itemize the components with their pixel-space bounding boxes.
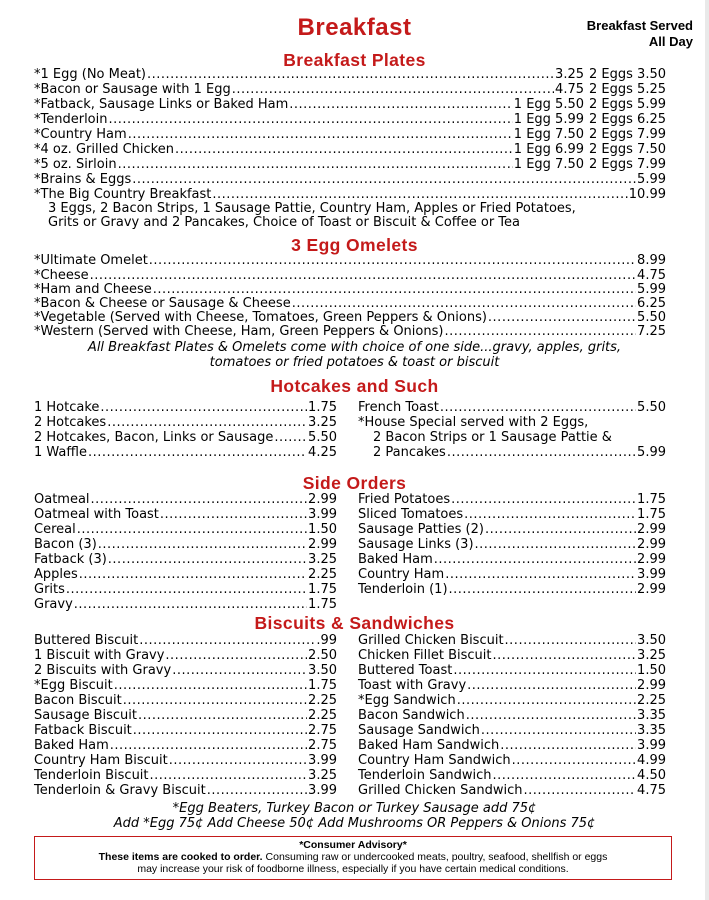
- menu-item: [358, 552, 666, 567]
- advisory-bold: These items are cooked to order.: [98, 851, 263, 863]
- menu-item: [34, 187, 666, 202]
- menu-item: [34, 783, 337, 798]
- item-price: 3.50: [308, 663, 337, 678]
- item-name: Tenderloin & Gravy Biscuit: [34, 783, 206, 798]
- item-price-2-eggs: 2 Eggs 7.50: [589, 142, 666, 157]
- item-name: French Toast: [358, 400, 439, 415]
- item-name: *Vegetable (Served with Cheese, Tomatoes, Green Peppers & Onions): [34, 310, 487, 325]
- advisory-line-2: may increase your risk of foodborne illness, especially if you have certain medical conditions.: [137, 863, 569, 875]
- menu-item: [34, 415, 337, 430]
- menu-item: [358, 738, 666, 753]
- menu-item: [34, 97, 666, 112]
- item-price: 3.99: [308, 507, 337, 522]
- item-name: *Brains & Eggs: [34, 172, 132, 187]
- item-price: 5.50: [308, 430, 337, 445]
- menu-item: [358, 648, 666, 663]
- item-price: 2.75: [308, 723, 337, 738]
- item-name: *The Big Country Breakfast: [34, 187, 212, 202]
- item-price: 1 Egg 5.99: [513, 112, 584, 127]
- menu-item: [34, 492, 337, 507]
- served-line-1: Breakfast Served: [586, 18, 693, 33]
- menu-item: [34, 597, 337, 612]
- house-special-line: 2 Bacon Strips or 1 Sausage Pattie &: [373, 430, 612, 445]
- item-price: 2.99: [637, 537, 666, 552]
- item-name: Tenderloin Biscuit: [34, 768, 149, 783]
- item-name: 2 Pancakes: [373, 445, 446, 460]
- menu-item: [34, 723, 337, 738]
- item-name: Oatmeal with Toast: [34, 507, 159, 522]
- item-price: 1 Egg 5.50: [513, 97, 584, 112]
- item-price: 1.50: [637, 663, 666, 678]
- item-price: 1.75: [637, 507, 666, 522]
- menu-item: [34, 678, 337, 693]
- item-price: 4.75: [637, 268, 666, 283]
- item-price: .99: [316, 633, 337, 648]
- item-description: Grits or Gravy and 2 Pancakes, Choice of Toast or Biscuit & Coffee or Tea: [48, 215, 520, 230]
- item-price: 2.75: [308, 738, 337, 753]
- menu-title: Breakfast: [297, 14, 412, 41]
- item-price: 2.99: [308, 537, 337, 552]
- item-price: 2.25: [308, 693, 337, 708]
- item-name: Sausage Sandwich: [358, 723, 480, 738]
- page-edge-shadow: [705, 0, 709, 900]
- item-name: Sausage Links (3): [358, 537, 474, 552]
- item-price: 1.75: [308, 678, 337, 693]
- menu-item: [358, 693, 666, 708]
- item-name: Tenderloin Sandwich: [358, 768, 492, 783]
- item-price: 5.99: [637, 172, 666, 187]
- menu-item: [34, 112, 666, 127]
- item-name: *Egg Sandwich: [358, 693, 456, 708]
- menu-item: [34, 157, 666, 172]
- menu-item: [34, 768, 337, 783]
- menu-item: [34, 67, 666, 82]
- item-name: Grits: [34, 582, 65, 597]
- menu-item: [373, 445, 666, 460]
- menu-item: [34, 522, 337, 537]
- item-name: Fatback Biscuit: [34, 723, 132, 738]
- item-price-2-eggs: 2 Eggs 3.50: [589, 67, 666, 82]
- item-name: 1 Hotcake: [34, 400, 100, 415]
- item-price: 3.25: [308, 768, 337, 783]
- menu-item: [34, 445, 337, 460]
- item-name: *5 oz. Sirloin: [34, 157, 117, 172]
- menu-item: [358, 783, 666, 798]
- item-price-2-eggs: 2 Eggs 6.25: [589, 112, 666, 127]
- item-name: Fried Potatoes: [358, 492, 451, 507]
- item-price: 2.99: [308, 492, 337, 507]
- item-name: Toast with Gravy: [358, 678, 467, 693]
- item-name: Sliced Tomatoes: [358, 507, 464, 522]
- item-price: 3.99: [637, 738, 666, 753]
- menu-item: [34, 507, 337, 522]
- item-price: 4.50: [637, 768, 666, 783]
- menu-item: [358, 492, 666, 507]
- menu-item: [34, 142, 666, 157]
- item-price: 3.50: [637, 633, 666, 648]
- item-price: 4.75: [555, 82, 584, 97]
- menu-item: [34, 648, 337, 663]
- item-name: *Fatback, Sausage Links or Baked Ham: [34, 97, 289, 112]
- advisory-text-line-1: [35, 851, 671, 863]
- consumer-advisory-box: [34, 836, 672, 880]
- menu-item: [34, 753, 337, 768]
- item-price: 2.99: [637, 678, 666, 693]
- item-price: 2.99: [637, 522, 666, 537]
- menu-item: [358, 633, 666, 648]
- item-price: 3.25: [308, 552, 337, 567]
- sides-note: All Breakfast Plates & Omelets come with choice of one side...gravy, apples, grits,: [87, 340, 622, 355]
- menu-item: [34, 537, 337, 552]
- menu-item: [34, 253, 666, 268]
- menu-item: [358, 768, 666, 783]
- section-title-hotcakes: Hotcakes and Such: [270, 376, 439, 396]
- item-price: 3.35: [637, 723, 666, 738]
- item-name: Baked Ham: [34, 738, 109, 753]
- item-price: 3.99: [308, 783, 337, 798]
- item-name: *Tenderloin: [34, 112, 108, 127]
- item-price: 8.99: [637, 253, 666, 268]
- menu-item: [34, 82, 666, 97]
- item-name: *Bacon or Sausage with 1 Egg: [34, 82, 231, 97]
- item-name: Sausage Patties (2): [358, 522, 484, 537]
- item-price: 3.35: [637, 708, 666, 723]
- item-price: 1.75: [308, 582, 337, 597]
- menu-item: [34, 552, 337, 567]
- item-price-2-eggs: 2 Eggs 5.25: [589, 82, 666, 97]
- item-name: *Ham and Cheese: [34, 282, 152, 297]
- menu-item: [34, 693, 337, 708]
- item-name: Baked Ham Sandwich: [358, 738, 500, 753]
- item-name: *Western (Served with Cheese, Ham, Green Peppers & Onions): [34, 324, 444, 339]
- section-title-omelets: 3 Egg Omelets: [291, 235, 418, 255]
- item-name: Oatmeal: [34, 492, 90, 507]
- item-price: 2.99: [637, 552, 666, 567]
- item-price: 4.99: [637, 753, 666, 768]
- item-name: 2 Biscuits with Gravy: [34, 663, 172, 678]
- item-name: Country Ham: [358, 567, 445, 582]
- menu-item: [358, 678, 666, 693]
- item-price: 1 Egg 7.50: [513, 157, 584, 172]
- item-name: *Bacon & Cheese or Sausage & Cheese: [34, 296, 291, 311]
- item-price-2-eggs: 2 Eggs 7.99: [589, 127, 666, 142]
- menu-item: [358, 582, 666, 597]
- item-name: 1 Biscuit with Gravy: [34, 648, 165, 663]
- menu-item: [34, 582, 337, 597]
- item-price: 1.75: [308, 400, 337, 415]
- item-price: 2.99: [637, 582, 666, 597]
- item-name: Fatback (3): [34, 552, 107, 567]
- item-price: 2.25: [637, 693, 666, 708]
- menu-item: [358, 400, 666, 415]
- menu-item: [358, 522, 666, 537]
- item-description: 3 Eggs, 2 Bacon Strips, 1 Sausage Pattie, Country Ham, Apples or Fried Potatoes,: [48, 201, 576, 216]
- menu-item: [358, 507, 666, 522]
- item-price: 5.99: [637, 282, 666, 297]
- menu-item: [358, 723, 666, 738]
- item-price: 3.25: [308, 415, 337, 430]
- advisory-line-1: Consuming raw or undercooked meats, poultry, seafood, shellfish or eggs: [262, 851, 608, 863]
- item-name: Country Ham Sandwich: [358, 753, 511, 768]
- item-price-2-eggs: 2 Eggs 5.99: [589, 97, 666, 112]
- item-price: 2.25: [308, 708, 337, 723]
- item-name: Sausage Biscuit: [34, 708, 137, 723]
- item-price: 2.50: [308, 648, 337, 663]
- menu-item: [358, 567, 666, 582]
- item-price: 10.99: [628, 187, 666, 202]
- menu-item: [358, 537, 666, 552]
- section-title-biscuits-sandwiches: Biscuits & Sandwiches: [254, 613, 455, 633]
- item-price: 2.25: [308, 567, 337, 582]
- item-price: 1 Egg 6.99: [513, 142, 584, 157]
- menu-item: [34, 633, 337, 648]
- item-name: Bacon (3): [34, 537, 97, 552]
- item-name: Buttered Toast: [358, 663, 453, 678]
- sides-note: tomatoes or fried potatoes & toast or biscuit: [209, 355, 500, 370]
- item-name: *Country Ham: [34, 127, 127, 142]
- menu-item: [34, 738, 337, 753]
- add-ons-note: Add *Egg 75¢ Add Cheese 50¢ Add Mushrooms OR Peppers & Onions 75¢: [113, 816, 596, 831]
- item-price: 3.99: [308, 753, 337, 768]
- item-price-2-eggs: 2 Eggs 7.99: [589, 157, 666, 172]
- house-special-line: *House Special served with 2 Eggs,: [358, 415, 589, 430]
- item-name: Grilled Chicken Biscuit: [358, 633, 504, 648]
- item-name: *Cheese: [34, 268, 89, 283]
- menu-item: [34, 400, 337, 415]
- menu-item: [34, 708, 337, 723]
- item-name: Apples: [34, 567, 78, 582]
- item-name: Cereal: [34, 522, 76, 537]
- item-name: Grilled Chicken Sandwich: [358, 783, 523, 798]
- served-all-day-note: [587, 18, 693, 50]
- item-price: 5.99: [637, 445, 666, 460]
- item-price: 4.25: [308, 445, 337, 460]
- menu-item: [34, 430, 337, 445]
- item-name: Chicken Fillet Biscuit: [358, 648, 492, 663]
- add-ons-note: *Egg Beaters, Turkey Bacon or Turkey Sausage add 75¢: [172, 801, 537, 816]
- item-price: 3.99: [637, 567, 666, 582]
- item-name: *Egg Biscuit: [34, 678, 113, 693]
- section-title-breakfast-plates: Breakfast Plates: [283, 50, 426, 70]
- menu-item: [34, 296, 666, 311]
- item-name: Gravy: [34, 597, 73, 612]
- advisory-title: *Consumer Advisory*: [299, 839, 407, 851]
- item-name: *Ultimate Omelet: [34, 253, 148, 268]
- item-name: Baked Ham: [358, 552, 433, 567]
- menu-item: [34, 268, 666, 283]
- item-name: Bacon Biscuit: [34, 693, 122, 708]
- menu-item: [358, 753, 666, 768]
- item-price: 5.50: [637, 310, 666, 325]
- item-price: 3.25: [637, 648, 666, 663]
- item-price: 4.75: [637, 783, 666, 798]
- menu-item: [358, 663, 666, 678]
- menu-item: [34, 282, 666, 297]
- menu-item: [34, 324, 666, 339]
- item-name: 2 Hotcakes: [34, 415, 107, 430]
- item-price: 3.25: [555, 67, 584, 82]
- item-price: 1 Egg 7.50: [513, 127, 584, 142]
- menu-item: [34, 310, 666, 325]
- item-name: Bacon Sandwich: [358, 708, 465, 723]
- menu-item: [34, 663, 337, 678]
- item-price: 7.25: [637, 324, 666, 339]
- item-price: 1.50: [308, 522, 337, 537]
- menu-item: [34, 172, 666, 187]
- menu-item: [34, 567, 337, 582]
- item-name: Tenderloin (1): [358, 582, 448, 597]
- menu-item: [358, 708, 666, 723]
- served-line-2: All Day: [648, 34, 693, 49]
- menu-item: [34, 127, 666, 142]
- item-price: 1.75: [637, 492, 666, 507]
- item-price: 5.50: [637, 400, 666, 415]
- item-name: Country Ham Biscuit: [34, 753, 168, 768]
- item-price: 1.75: [308, 597, 337, 612]
- item-name: 2 Hotcakes, Bacon, Links or Sausage: [34, 430, 274, 445]
- item-name: *1 Egg (No Meat): [34, 67, 146, 82]
- section-title-side-orders: Side Orders: [302, 473, 407, 493]
- item-price: 6.25: [637, 296, 666, 311]
- item-name: 1 Waffle: [34, 445, 87, 460]
- item-name: Buttered Biscuit: [34, 633, 139, 648]
- item-name: *4 oz. Grilled Chicken: [34, 142, 174, 157]
